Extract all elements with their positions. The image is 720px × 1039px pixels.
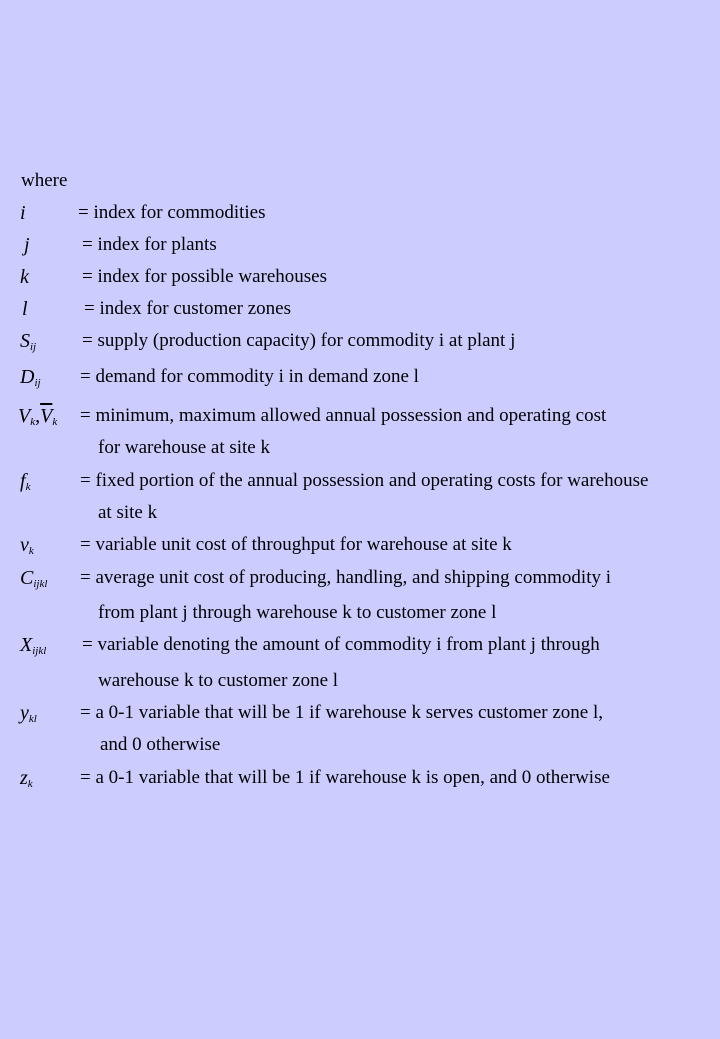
description-k: = index for possible warehouses <box>82 266 327 287</box>
description-z-k: = a 0-1 variable that will be 1 if warehouse k is open, and 0 otherwise <box>80 767 610 788</box>
description-v-k-range: = minimum, maximum allowed annual possession and operating cost <box>80 405 607 426</box>
description-c-ijkl-cont: from plant j through warehouse k to customer zone l <box>98 602 497 623</box>
description-x-ijkl: = variable denoting the amount of commodity i from plant j through <box>82 634 600 655</box>
symbol-v-k: $v_k$ <box>20 534 34 557</box>
symbol-i: i <box>20 202 26 224</box>
description-j: = index for plants <box>82 234 217 255</box>
description-i: = index for commodities <box>78 202 266 223</box>
description-y-kl: = a 0-1 variable that will be 1 if warehouse k serves customer zone l, <box>80 702 604 723</box>
description-d-ij: = demand for commodity i in demand zone l <box>80 366 419 387</box>
symbol-y-kl: $y_{kl}$ <box>20 702 37 725</box>
symbol-k: k <box>20 266 29 288</box>
description-y-kl-cont: and 0 otherwise <box>100 734 221 755</box>
description-v-k: = variable unit cost of throughput for warehouse at site k <box>80 534 512 555</box>
description-v-k-range-cont: for warehouse at site k <box>98 437 270 458</box>
where-heading: where <box>21 170 68 191</box>
symbol-l: l <box>22 298 28 320</box>
symbol-v-k-range: $V_k,\overline{V}_k$ <box>18 405 58 428</box>
description-l: = index for customer zones <box>84 298 291 319</box>
symbol-d-ij: $D_{ij}$ <box>20 366 41 389</box>
symbol-c-ijkl: $C_{ijkl}$ <box>20 567 48 590</box>
description-f-k: = fixed portion of the annual possession and operating costs for warehouse <box>80 470 649 491</box>
description-c-ijkl: = average unit cost of producing, handling, and shipping commodity i <box>80 567 612 588</box>
symbol-f-k: $f_k$ <box>20 470 31 493</box>
symbol-s-ij: $S_{ij}$ <box>20 330 37 353</box>
description-f-k-cont: at site k <box>98 502 158 523</box>
symbol-z-k: $z_k$ <box>20 767 33 790</box>
symbol-x-ijkl: $X_{ijkl}$ <box>20 634 47 657</box>
description-s-ij: = supply (production capacity) for commodity i at plant j <box>82 330 516 351</box>
symbol-j: j <box>24 234 30 256</box>
description-x-ijkl-cont: warehouse k to customer zone l <box>98 670 339 691</box>
